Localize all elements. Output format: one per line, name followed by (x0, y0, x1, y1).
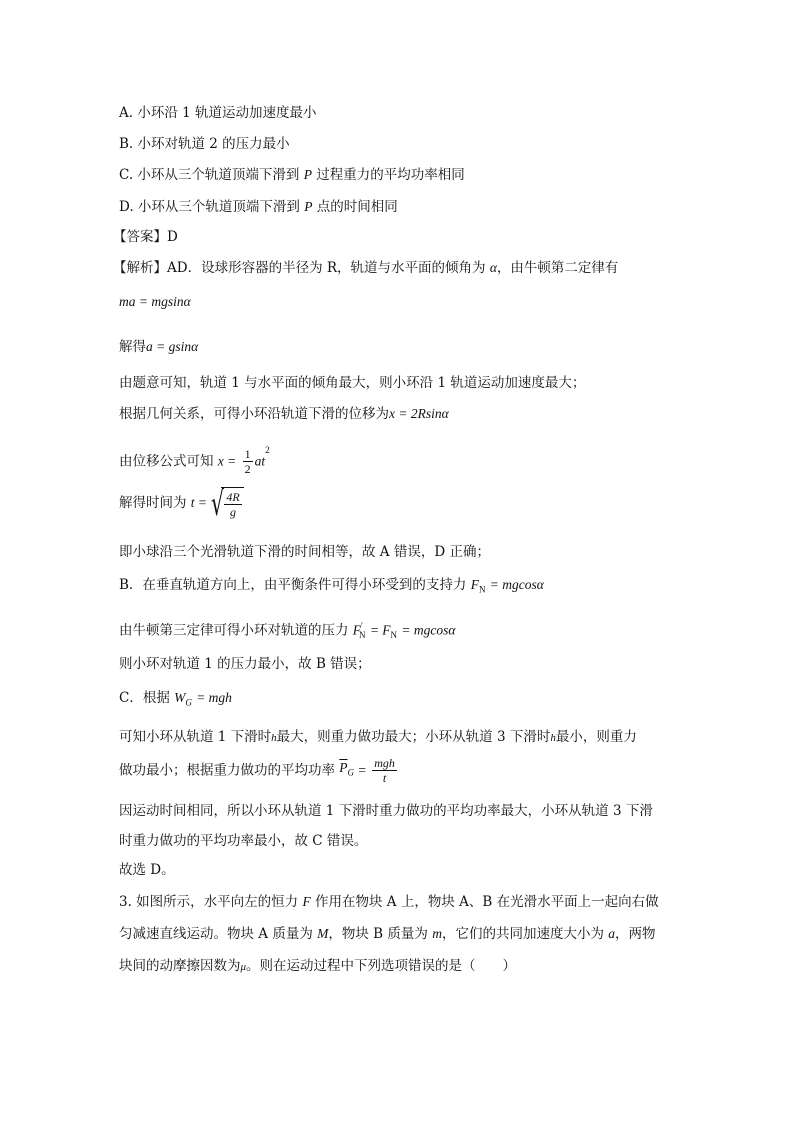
analysis-text: 可知小环从轨道 1 下滑时 (119, 729, 272, 745)
analysis-text: C．根据 (119, 690, 170, 706)
analysis-label: 【解析】 (113, 260, 167, 276)
analysis-text: 由牛顿第三定律可得小环对轨道的压力 (119, 622, 349, 639)
equation-ma: ma = mgsinα (119, 294, 191, 309)
var-mu: μ (240, 961, 247, 973)
equation-a: a = gsinα (146, 339, 199, 354)
analysis-text: 由位移公式可知 (119, 453, 214, 470)
analysis-text: 根据几何关系，可得小环沿轨道下滑的位移为 (119, 406, 389, 422)
option-a: A. 小环沿 1 轨道运动加速度最小 (119, 105, 317, 121)
analysis-text: AD．设球形容器的半径为 R，轨道与水平面的倾角为 (167, 260, 486, 276)
subscript: N (478, 584, 486, 595)
question-text: ，两物 (615, 926, 656, 942)
subscript: N (359, 630, 366, 641)
analysis-line-3 (119, 338, 198, 356)
answer-label: 【答案】 (113, 229, 167, 245)
prime: ′ (361, 621, 364, 631)
equation-at: at (254, 453, 266, 469)
option-d-text-2: 点的时间相同 (316, 199, 398, 215)
answer-value: D (167, 229, 178, 245)
analysis-text: ，由牛顿第二定律有 (496, 260, 619, 276)
analysis-line-8: 即小球沿三个光滑轨道下滑的时间相等，故 A 错误，D 正确； (119, 544, 490, 560)
fraction-power (372, 756, 397, 785)
subscript: G (185, 697, 192, 708)
equation-fn-prime: F (352, 622, 362, 638)
fraction-half (243, 447, 253, 476)
sqrt-expression (211, 484, 243, 524)
analysis-text: 解得时间为 (119, 495, 187, 511)
var-p: P (304, 199, 313, 214)
equation-equals: = (358, 762, 366, 778)
analysis-line-6 (119, 441, 270, 476)
equation-x-lhs: x = (217, 453, 237, 469)
analysis-line-17: 故选 D。 (119, 862, 175, 878)
question-3-line-1 (119, 893, 659, 911)
analysis-text: 做功最小；根据重力做功的平均功率 (119, 762, 335, 779)
question-3-line-3 (119, 957, 516, 976)
analysis-text: B．在垂直轨道方向上，由平衡条件可得小环受到的支持力 (119, 577, 467, 593)
var-m-upper: M (317, 926, 329, 941)
var-a: a (608, 926, 615, 941)
equation-wg: W (174, 690, 186, 705)
equation-fn-rhs: = mgcosα (489, 577, 544, 592)
answer-line (113, 228, 178, 246)
equation-equals-f: = F (369, 622, 391, 638)
var-p: P (303, 167, 312, 182)
analysis-line-14 (119, 756, 399, 785)
analysis-text: 最小，则重力 (555, 729, 637, 745)
equation-pg: $\overline{P}_G$ (339, 760, 355, 778)
analysis-line-16: 时重力做功的平均功率最小，故 C 错误。 (119, 833, 368, 849)
analysis-text: 解得 (119, 339, 146, 355)
equation-wg-rhs: = mgh (196, 690, 232, 705)
var-f: F (302, 894, 311, 909)
sqrt-denominator: g (230, 505, 237, 519)
analysis-line-11: 则小环对轨道 1 的压力最小，故 B 错误； (119, 656, 371, 672)
option-d-text-1: D. 小环从三个轨道顶端下滑到 (119, 199, 300, 215)
question-3-line-2 (119, 925, 656, 943)
analysis-line-12 (119, 689, 232, 712)
fraction-numerator: 1 (244, 447, 251, 461)
question-text: 作用在物块 A 上，物块 A、B 在光滑水平面上一起向右做 (315, 894, 659, 910)
option-d (119, 198, 398, 216)
radicand (221, 487, 243, 519)
var-h: h (271, 732, 277, 744)
question-text: ，它们的共同加速度大小为 (441, 926, 604, 942)
analysis-line-7 (119, 484, 244, 524)
sqrt-numerator: 4R (226, 490, 240, 504)
analysis-line-15: 因运动时间相同，所以小环从轨道 1 下滑时重力做功的平均功率最大，小环从轨道 3 下滑 (119, 803, 653, 819)
question-text: 匀减速直线运动。物块 A 质量为 (119, 926, 313, 942)
option-b: B. 小环对轨道 2 的压力最小 (119, 136, 290, 152)
fraction-denominator: t (382, 771, 387, 785)
equation-fn-rhs: = mgcosα (401, 622, 456, 638)
analysis-line-13 (119, 728, 637, 747)
var-alpha: α (489, 260, 497, 275)
analysis-text: 最大，则重力做功最大；小环从轨道 3 下滑时 (276, 729, 551, 745)
analysis-line-1 (113, 259, 618, 277)
option-c (119, 166, 465, 184)
option-c-text-2: 过程重力的平均功率相同 (316, 167, 465, 183)
fraction-numerator: mgh (374, 756, 395, 770)
fraction-denominator: 2 (244, 462, 251, 476)
sqrt-fraction (224, 490, 241, 519)
analysis-line-5 (119, 405, 449, 423)
question-text: ，物块 B 质量为 (328, 926, 428, 942)
radical-sign: √ (211, 484, 225, 524)
equation-t-lhs: t = (190, 495, 208, 510)
option-c-text-1: C. 小环从三个轨道顶端下滑到 (119, 167, 300, 183)
analysis-line-10 (119, 617, 455, 644)
subscript: N (390, 630, 398, 641)
question-text: 块间的动摩擦因数为 (119, 958, 241, 974)
question-text: 。则在运动过程中下列选项错误的是（ ） (246, 958, 517, 974)
exponent: 2 (265, 445, 270, 455)
var-h: h (550, 732, 556, 744)
analysis-line-9 (119, 576, 544, 599)
equation-x: x = 2Rsinα (389, 406, 449, 421)
question-text: 3. 如图所示，水平向左的恒力 (119, 894, 299, 910)
analysis-line-4: 由题意可知，轨道 1 与水平面的倾角最大，则小环沿 1 轨道运动加速度最大； (119, 375, 586, 391)
equation-fn: F (470, 577, 479, 592)
var-m: m (432, 926, 442, 941)
